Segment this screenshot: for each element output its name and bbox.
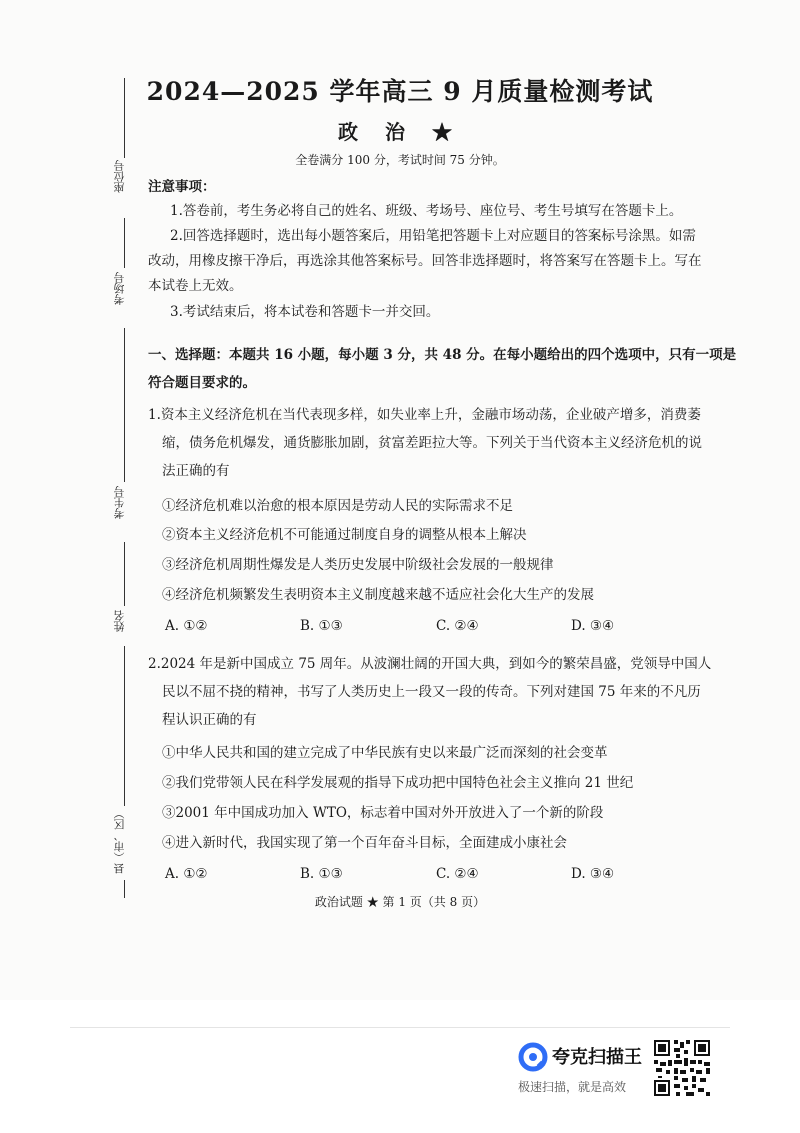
brand-slogan: 极速扫描，就是高效: [518, 1080, 627, 1094]
q1-stem-line: 缩，债务危机爆发，通货膨胀加剧，贫富差距拉大等。下列关于当代资本主义经济危机的说: [162, 435, 702, 451]
q1-option-a: A. ①②: [165, 618, 208, 634]
q1-option-b: B. ①③: [300, 618, 343, 634]
q1-statement: ②资本主义经济危机不可能通过制度自身的调整从根本上解决: [162, 527, 527, 543]
q1-option-c: C. ②④: [436, 618, 479, 634]
q2-stem-line: 2.2024 年是新中国成立 75 周年。从波澜壮阔的开国大典，到如今的繁荣昌盛，党领导中国人: [148, 656, 712, 672]
q1-stem-line: 法正确的有: [162, 463, 230, 479]
section-heading: 一、选择题：本题共 16 小题，每小题 3 分，共 48 分。在每小题给出的四个选项中，只有一项是: [148, 347, 737, 363]
notice-line: 改动，用橡皮擦干净后，再选涂其他答案标号。回答非选择题时，将答案写在答题卡上。写在: [148, 253, 702, 269]
section-heading-cont: 符合题目要求的。: [148, 375, 256, 391]
qr-code-icon: [654, 1040, 710, 1096]
notice-line: 本试卷上无效。: [148, 278, 243, 294]
q2-stem-line: 程认识正确的有: [162, 712, 257, 728]
score-line: 全卷满分 100 分，考试时间 75 分钟。: [295, 153, 505, 167]
subject-title: 政 治 ★: [338, 120, 462, 144]
q2-statement: ③2001 年中国成功加入 WTO，标志着中国对外开放进入了一个新的阶段: [162, 805, 604, 821]
q1-stem-line: 1.资本主义经济危机在当代表现多样，如失业率上升，金融市场动荡，企业破产增多，消费萎: [148, 407, 701, 423]
q2-statement: ①中华人民共和国的建立完成了中华民族有史以来最广泛而深刻的社会变革: [162, 745, 608, 761]
q2-option-d: D. ③④: [571, 866, 615, 882]
divider: [70, 1027, 730, 1028]
notice-line: 1.答卷前，考生务必将自己的姓名、班级、考场号、座位号、考生号填写在答题卡上。: [170, 203, 683, 219]
notice-heading: 注意事项：: [148, 179, 216, 195]
q1-statement: ③经济危机周期性爆发是人类历史发展中阶级社会发展的一般规律: [162, 557, 554, 573]
q1-option-d: D. ③④: [571, 618, 615, 634]
q2-statement: ④进入新时代，我国实现了第一个百年奋斗目标，全面建成小康社会: [162, 835, 567, 851]
county-label: 县（市、区）: [113, 808, 126, 874]
q2-stem-line: 民以不屈不挠的精神，书写了人类历史上一段又一段的传奇。下列对建国 75 年来的不凡历: [162, 684, 701, 700]
q1-statement: ④经济危机频繁发生表明资本主义制度越来越不适应社会化大生产的发展: [162, 587, 594, 603]
student-id-label: 考生号: [113, 486, 126, 519]
q2-statement: ②我们党带领人民在科学发展观的指导下成功把中国特色社会主义推向 21 世纪: [162, 775, 634, 791]
q2-option-c: C. ②④: [436, 866, 479, 882]
exam-room-label: 考场号: [113, 272, 126, 305]
q2-option-b: B. ①③: [300, 866, 343, 882]
name-label: 姓名: [113, 610, 126, 632]
seat-number-label: 座位号: [113, 160, 126, 193]
exam-title: 2024—2025 学年高三 9 月质量检测考试: [146, 77, 654, 106]
q1-statement: ①经济危机难以治愈的根本原因是劳动人民的实际需求不足: [162, 498, 513, 514]
notice-line: 3.考试结束后，将本试卷和答题卡一并交回。: [170, 304, 440, 320]
q2-option-a: A. ①②: [165, 866, 208, 882]
brand-name: 夸克扫描王: [552, 1047, 642, 1068]
quark-logo-icon: [518, 1042, 548, 1072]
page-footer: 政治试题 ★ 第 1 页（共 8 页）: [314, 895, 486, 909]
notice-line: 2.回答选择题时，选出每小题答案后，用铅笔把答题卡上对应题目的答案标号涂黑。如需: [170, 228, 696, 244]
